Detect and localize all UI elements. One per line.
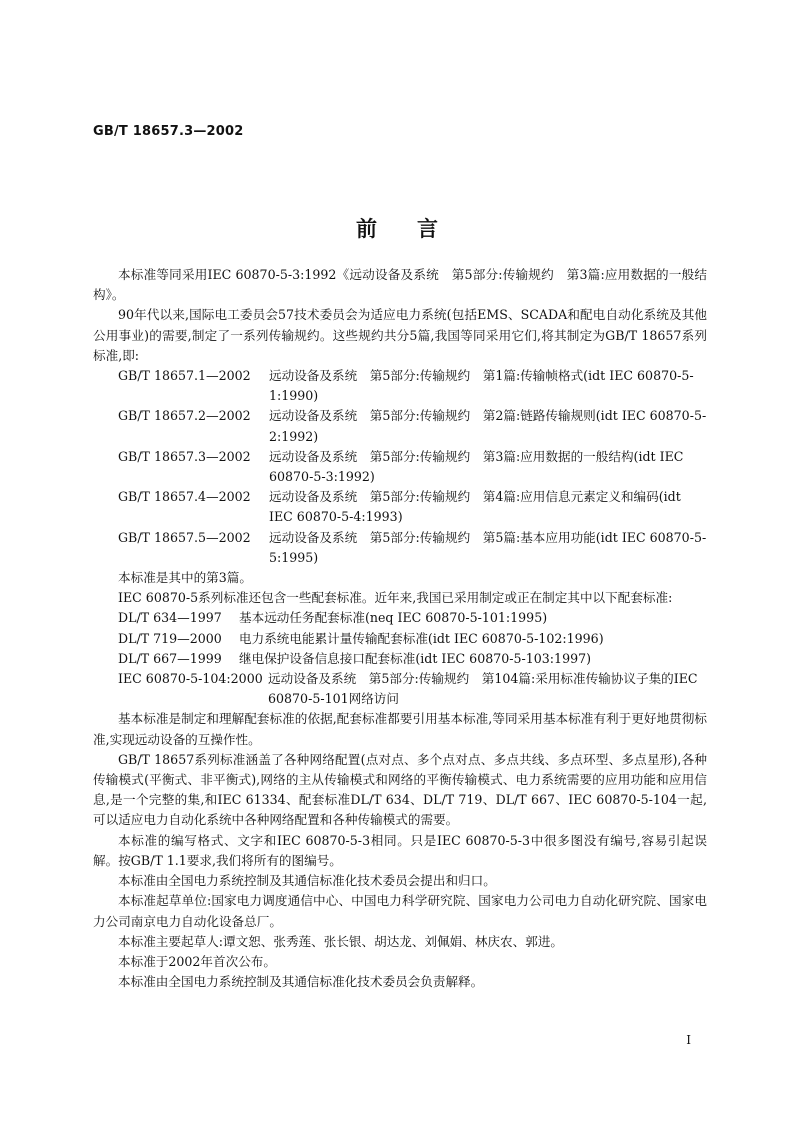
series-item: [93, 447, 707, 487]
paragraph-adoption: 本标准等同采用IEC 60870-5-3:1992《远动设备及系统 第5部分:传输规约 第3篇:应用数据的一般结构》。: [93, 267, 707, 303]
paragraph-companion-intro: IEC 60870-5系列标准还包含一些配套标准。近年来,我国已采用制定或正在制定其中以下配套标准:: [118, 590, 673, 606]
series-code: GB/T 18657.2—2002: [118, 408, 251, 424]
series-item: [93, 528, 707, 568]
companion-code: DL/T 634—1997: [118, 610, 222, 626]
series-title: 远动设备及系统 第5部分:传输规约 第3篇:应用数据的一般结构(idt IEC 60870-5-3:1992): [269, 448, 684, 485]
series-title: 远动设备及系统 第5部分:传输规约 第1篇:传输帧格式(idt IEC 60870-5-1:1990): [269, 368, 694, 404]
series-title: 远动设备及系统 第5部分:传输规约 第2篇:链路传输规则(idt IEC 60870-5-2:1992): [269, 408, 707, 444]
series-code: GB/T 18657.3—2002: [118, 448, 251, 464]
standard-code-header: GB/T 18657.3—2002: [93, 124, 244, 139]
companion-item: [93, 629, 707, 649]
companion-title: 继电保护设备信息接口配套标准(idt IEC 60870-5-103:1997): [239, 650, 592, 666]
paragraph-coverage: GB/T 18657系列标准涵盖了各种网络配置(点对点、多个点对点、多点共线、多点环型、多点星形),各种传输模式(平衡式、非平衡式),网络的主从传输模式和网络的平衡传输模式、电力系统需要的应用功能和应用信息,是一个完整的集,和IEC 61334、配套标准DL/T 634、DL/T 719、DL/T 667、IEC 60870-5-104一起,可以适应电力自动化系统中各种网络配置和各种传输模式的需要。: [93, 751, 707, 828]
companion-item: [93, 649, 707, 669]
page-number: I: [686, 1033, 691, 1047]
series-title: 远动设备及系统 第5部分:传输规约 第5篇:基本应用功能(idt IEC 60870-5-5:1995): [269, 529, 707, 565]
paragraph-first-issue: 本标准于2002年首次公布。: [118, 953, 276, 969]
companion-title: 电力系统电能累计量传输配套标准(idt IEC 60870-5-102:1996): [239, 630, 604, 646]
companion-item: [93, 669, 707, 709]
companion-code: IEC 60870-5-104:2000: [118, 671, 263, 687]
page-title: 前言: [356, 216, 478, 241]
series-title: 远动设备及系统 第5部分:传输规约 第4篇:应用信息元素定义和编码(idt IEC 60870-5-4:1993): [269, 489, 681, 525]
paragraph-proposer: 本标准由全国电力系统控制及其通信标准化技术委员会提出和归口。: [118, 873, 496, 889]
series-item: [93, 487, 707, 527]
companion-item: [93, 608, 707, 628]
paragraph-background: 90年代以来,国际电工委员会57技术委员会为适应电力系统(包括EMS、SCADA和配电自动化系统及其他公用事业)的需要,制定了一系列传输规约。这些规约共分5篇,我国等同采用它们,将其制定为GB/T 18657系列标准,即:: [93, 307, 707, 363]
paragraph-interpretation: 本标准由全国电力系统控制及其通信标准化技术委员会负责解释。: [118, 974, 484, 990]
series-item: [93, 366, 707, 406]
companion-title: 远动设备及系统 第5部分:传输规约 第104篇:采用标准传输协议子集的IEC 60870-5-101网络访问: [268, 671, 698, 707]
paragraph-drafters: 本标准主要起草人:谭文恕、张秀莲、张长银、胡达龙、刘佩娟、林庆农、郭进。: [118, 933, 564, 949]
paragraph-basis: 基本标准是制定和理解配套标准的依据,配套标准都要引用基本标准,等同采用基本标准有利于更好地贯彻标准,实现远动设备的互操作性。: [93, 711, 707, 747]
companion-code: DL/T 667—1999: [118, 650, 222, 666]
document-body: [93, 265, 707, 992]
series-code: GB/T 18657.1—2002: [118, 368, 251, 384]
paragraph-drafting-units: 本标准起草单位:国家电力调度通信中心、中国电力科学研究院、国家电力公司电力自动化研究院、国家电力公司南京电力自动化设备总厂。: [93, 893, 707, 929]
paragraph-format: 本标准的编写格式、文字和IEC 60870-5-3相同。只是IEC 60870-5-3中很多图没有编号,容易引起误解。按GB/T 1.1要求,我们将所有的图编号。: [93, 832, 707, 868]
series-item: [93, 406, 707, 446]
companion-title: 基本远动任务配套标准(neq IEC 60870-5-101:1995): [239, 610, 548, 626]
series-code: GB/T 18657.4—2002: [118, 489, 251, 505]
companion-code: DL/T 719—2000: [118, 630, 222, 646]
paragraph-part-note: 本标准是其中的第3篇。: [118, 570, 252, 586]
series-code: GB/T 18657.5—2002: [118, 529, 251, 545]
